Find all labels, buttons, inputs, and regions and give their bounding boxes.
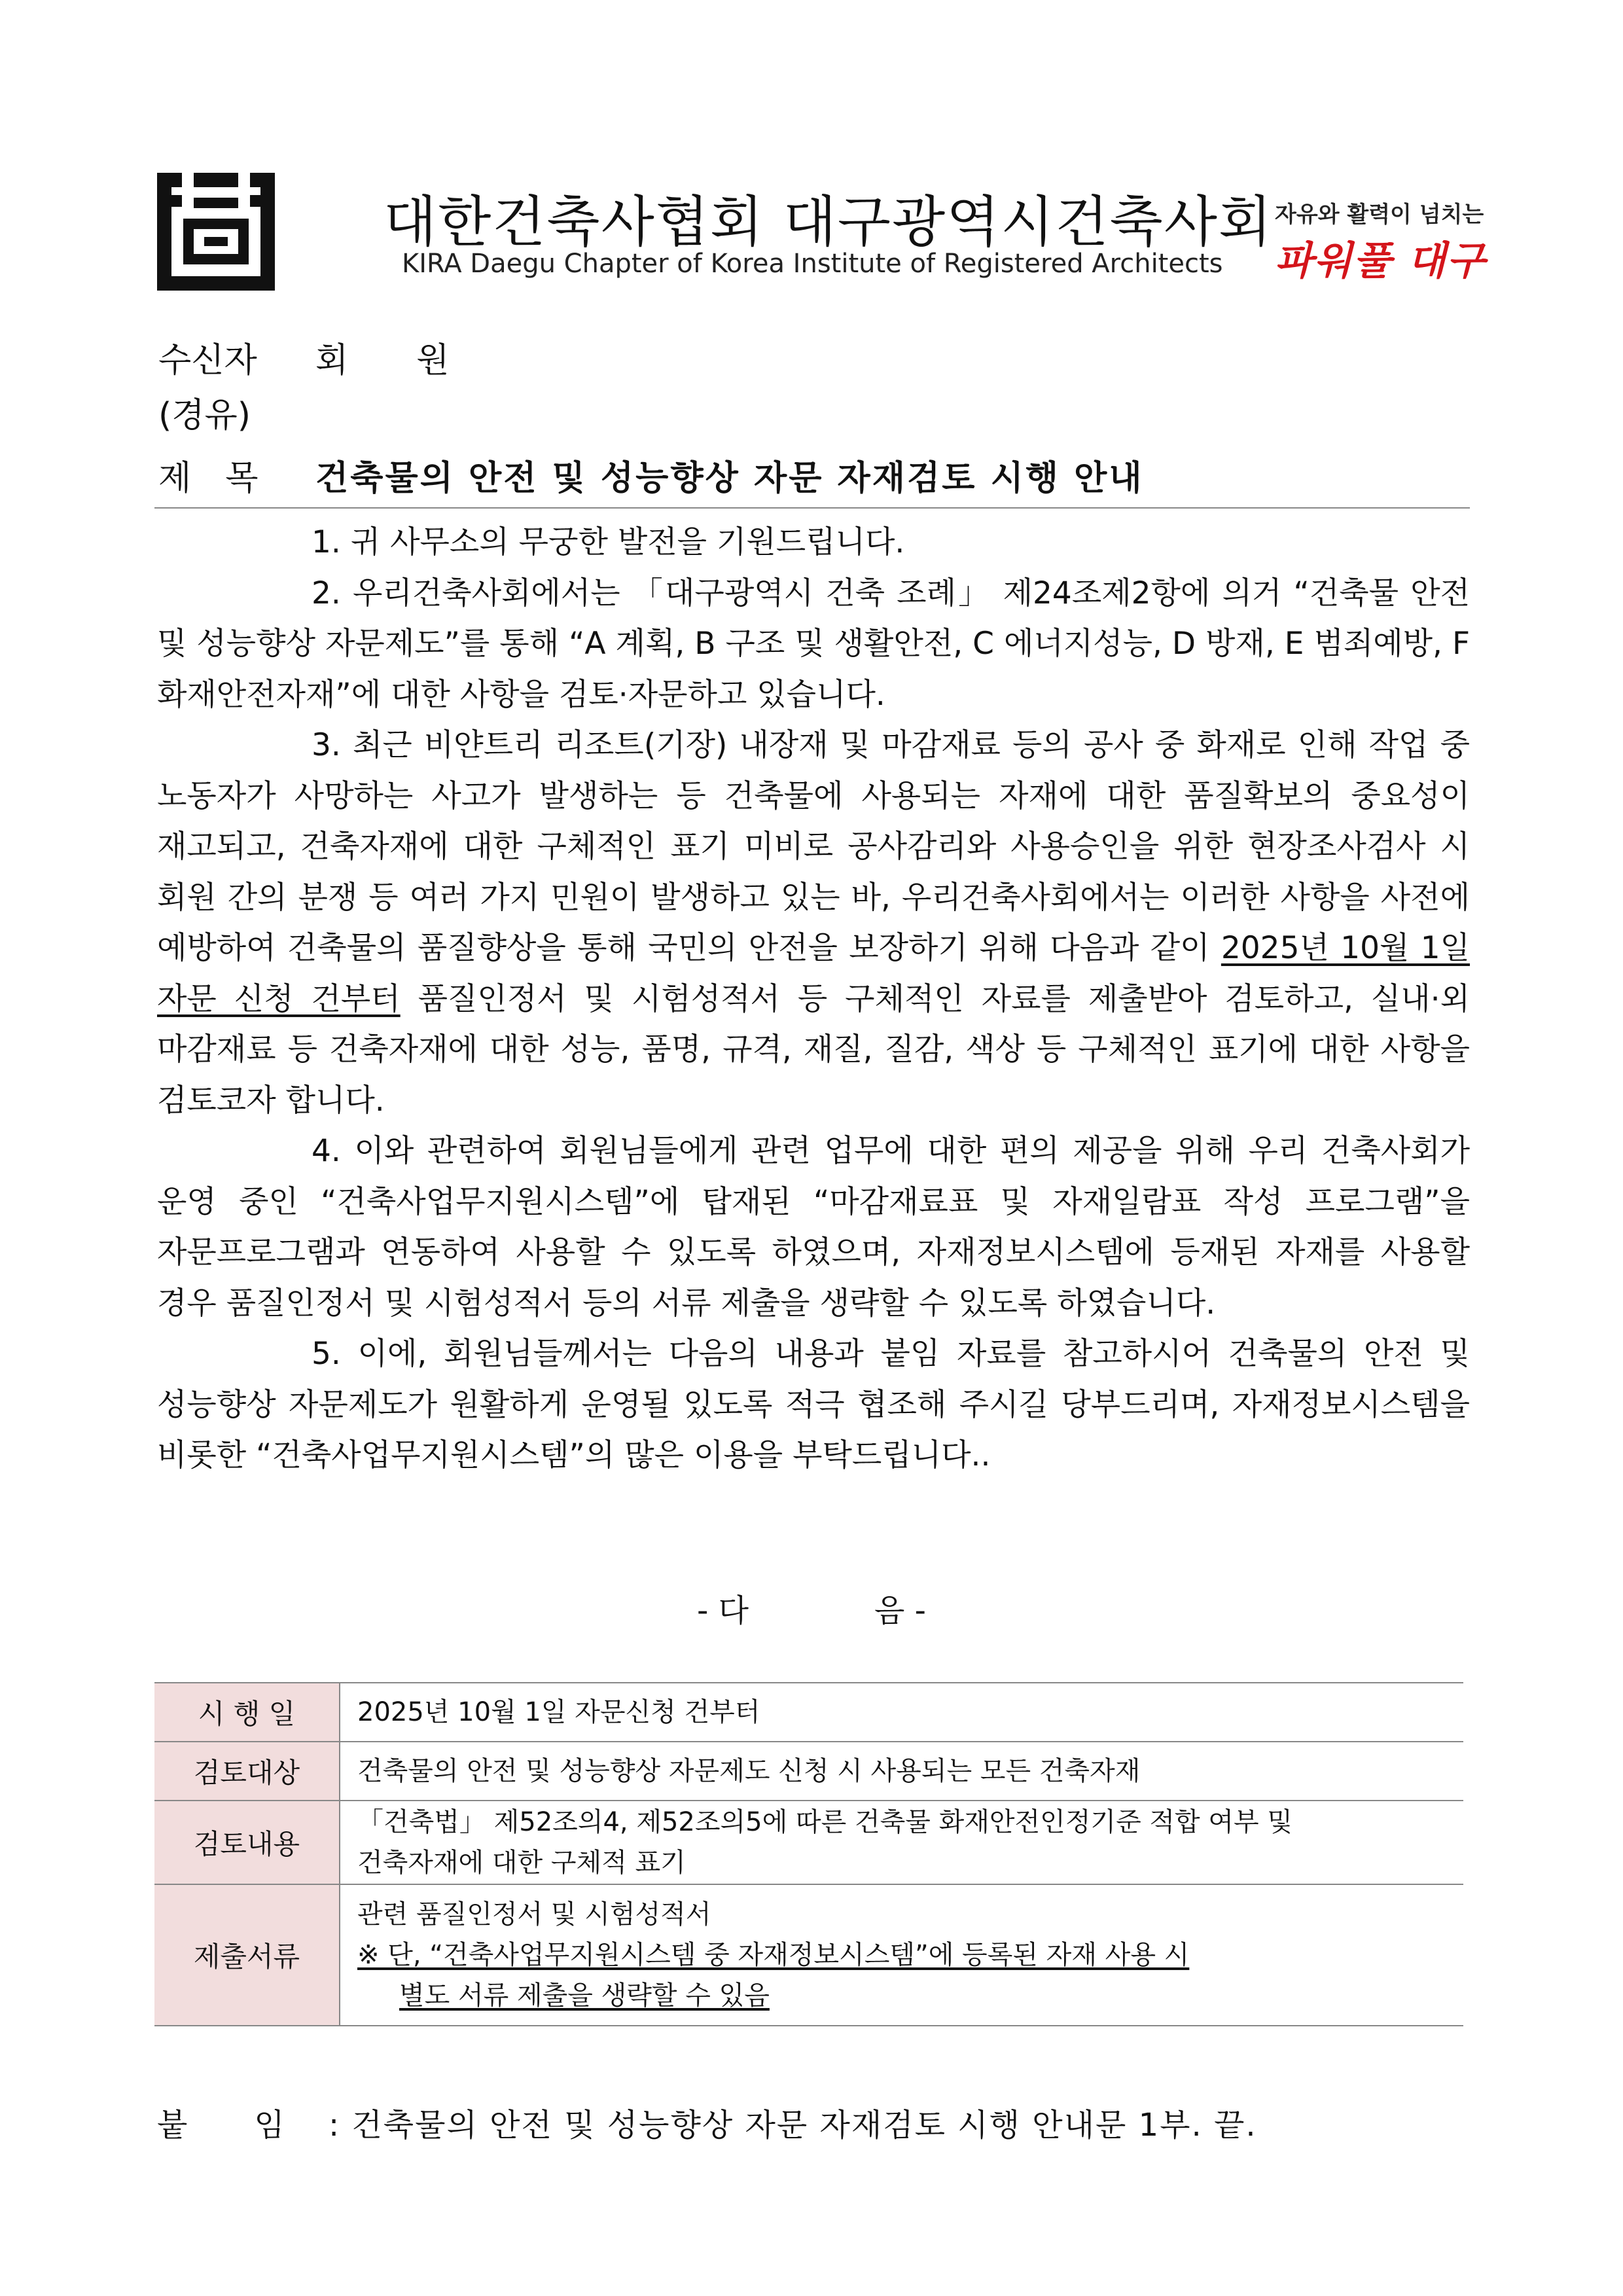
details-heading: - 다 음 - <box>697 1592 926 1629</box>
paragraph-3 <box>157 720 1470 1126</box>
table-row <box>154 1683 1463 1742</box>
recipient-label: 수신자 <box>158 341 257 380</box>
exemption-note-line: ※ 단, “건축사업무지원시스템 중 자재정보시스템”에 등록된 자재 사용 시 <box>357 1940 1190 1970</box>
header-divider <box>154 507 1470 509</box>
row-value-line: 건축자재에 대한 구체적 표기 <box>357 1848 686 1878</box>
paragraph-1: 1. 귀 사무소의 무궁한 발전을 기원드립니다. <box>312 524 905 560</box>
row-value <box>340 1884 1463 2026</box>
row-value <box>340 1801 1463 1884</box>
subject-value: 건축물의 안전 및 성능향상 자문 자재검토 시행 안내 <box>315 459 1144 498</box>
row-label: 제출서류 <box>154 1884 340 2026</box>
table-row <box>154 1801 1463 1884</box>
details-table <box>154 1682 1463 2026</box>
recipient-value: 회 원 <box>315 341 450 380</box>
paragraph-3-text-b: 품질인정서 및 시험성적서 등 구체적인 자료를 제출받아 검토하고, 실내·외 마감재료 등 건축자재에 대한 성능, 품명, 규격, 재질, 질감, 색상 등 구체적인 표기에 대한 사항을 검토코자 합니다. <box>157 980 1470 1119</box>
via-line <box>158 387 251 437</box>
attachment-value: : 건축물의 안전 및 성능향상 자문 자재검토 시행 안내문 1부. 끝. <box>329 2107 1257 2144</box>
paragraph-4: 4. 이와 관련하여 회원님들에게 관련 업무에 대한 편의 제공을 위해 우리 건축사회가 운영 중인 “건축사업무지원시스템”에 탑재된 “마감재료표 및 자재일람표 작성 프로그램”을 자문프로그램과 연동하여 사용할 수 있도록 하였으며, 자재정보시스템에 등재된 자재를 사용할 경우 품질인정서 및 시험성적서 등의 서류 제출을 생략할 수 있도록 하였습니다. <box>157 1133 1470 1321</box>
recipient-line <box>158 332 449 382</box>
exemption-note-line: 별도 서류 제출을 생략할 수 있음 <box>399 1981 770 2011</box>
paragraph-3-text-a: 3. 최근 비얀트리 리조트(기장) 내장재 및 마감재료 등의 공사 중 화재로 인해 작업 중 노동자가 사망하는 사고가 발생하는 등 건축물에 사용되는 자재에 대한 품질확보의 중요성이 재고되고, 건축자재에 대한 구체적인 표기 미비로 공사감리와 사용승인을 위한 현장조사검사 시 회원 간의 분쟁 등 여러 가지 민원이 발생하고 있는 바, 우리건축사회에서는 이러한 사항을 사전에 예방하여 건축물의 품질향상을 통해 국민의 안전을 보장하기 위해 다음과 같이 <box>157 727 1470 966</box>
kira-logo-icon <box>157 173 275 291</box>
paragraph-2: 2. 우리건축사회에서는 「대구광역시 건축 조례」 제24조제2항에 의거 “건축물 안전 및 성능향상 자문제도”를 통해 “A 계획, B 구조 및 생활안전, C 에너지성능, D 방재, E 범죄예방, F 화재안전자재”에 대한 사항을 검토·자문하고 있습니다. <box>157 575 1470 713</box>
subject-line <box>158 450 1144 499</box>
row-label: 시 행 일 <box>154 1683 340 1742</box>
org-name-english: KIRA Daegu Chapter of Korea Institute of Registered Architects <box>402 249 1223 279</box>
org-name-korean: 대한건축사협회 대구광역시건축사회 <box>383 190 1274 254</box>
row-value <box>340 1683 1463 1742</box>
paragraph-5: 5. 이에, 회원님들께서는 다음의 내용과 붙임 자료를 참고하시어 건축물의 안전 및 성능향상 자문제도가 원활하게 운영될 있도록 적극 협조해 주시길 당부드리며, 자재정보시스템을 비롯한 “건축사업무지원시스템”의 많은 이용을 부탁드립니다.. <box>157 1336 1470 1473</box>
effective-date-highlight: 2025년 10월 1일 자문 신청 건부터 <box>157 930 1471 1017</box>
row-value-line: 「건축법」 제52조의4, 제52조의5에 따른 건축물 화재안전인정기준 적합 여부 및 <box>357 1807 1293 1837</box>
row-value-line: 2025년 10월 1일 자문신청 건부터 <box>357 1697 760 1727</box>
slogan-top-text: 자유와 활력이 넘치는 <box>1275 202 1484 228</box>
row-value-line: 관련 품질인정서 및 시험성적서 <box>357 1899 711 1929</box>
subject-label: 제 목 <box>158 459 259 498</box>
table-row <box>154 1884 1463 2026</box>
row-value-line: 건축물의 안전 및 성능향상 자문제도 신청 시 사용되는 모든 건축자재 <box>357 1756 1141 1786</box>
row-label: 검토내용 <box>154 1801 340 1884</box>
table-row <box>154 1742 1463 1801</box>
slogan-main-text: 파워풀 대구 <box>1275 238 1486 284</box>
letter-body <box>157 517 1470 1481</box>
row-value <box>340 1742 1463 1801</box>
attachment-label: 붙 임 <box>157 2107 286 2144</box>
row-label: 검토대상 <box>154 1742 340 1801</box>
city-slogan <box>1275 196 1486 286</box>
attachment-line <box>157 2100 1257 2145</box>
via-label: (경유) <box>158 396 251 435</box>
